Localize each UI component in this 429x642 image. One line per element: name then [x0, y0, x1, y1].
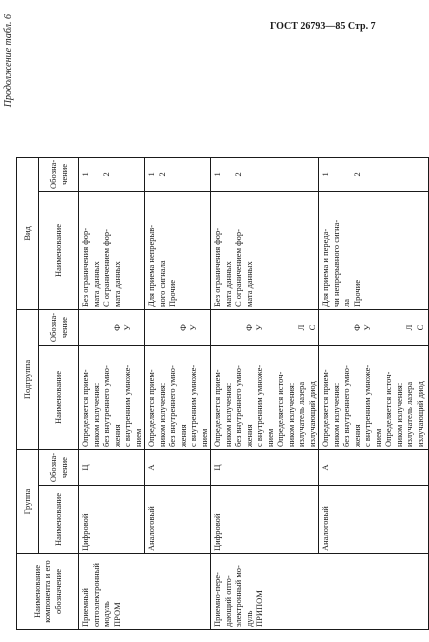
col-kind-name: Наименование — [39, 192, 79, 310]
subgroup-code: Ф У — [79, 310, 145, 346]
col-kind: Вид — [17, 157, 39, 309]
col-subgroup-code: Обозна-чение — [39, 310, 79, 346]
subgroup-name: Определяется прием- ником излучения: без внутреннего умно- жения с внутренним умноже- нием — [145, 346, 211, 450]
kind-code: 1 2 — [145, 157, 211, 191]
kind-name: Без ограничения фор- мата данных С ограничением фор- мата данных — [79, 192, 145, 310]
group-name: Аналоговый — [319, 486, 429, 554]
group-name: Цифровой — [211, 486, 319, 554]
kind-code: 1 2 — [211, 157, 319, 191]
kind-name: Для приема и переда- чи непрерывного сигна- ла Прочие — [319, 192, 429, 310]
group-code: А — [319, 450, 429, 486]
subgroup-name: Определяется прием- ником излучения: без внутреннего умно- жения с внутренним умноже- нием Определяется источ- ником излучения: излучатель лазера излучающий диод — [319, 346, 429, 450]
kind-name: Для приема непрерыв- ного сигнала Прочие — [145, 192, 211, 310]
group-code: Ц — [211, 450, 319, 486]
component-pripom: Приемно-пере- дающий опто- электронный мо- дуль ПРИПОМ — [211, 554, 429, 630]
col-group-code: Обозна-чение — [39, 450, 79, 486]
subgroup-name: Определяется прием- ником излучения: без внутреннего умно- жения с внутренним умноже- нием Определяется источ- ником излучения: излучатель лазера излучающий диод — [211, 346, 319, 450]
col-subgroup-name: Наименование — [39, 346, 79, 450]
col-group: Группа — [17, 450, 39, 554]
kind-name: Без ограничения фор- мата данных С ограничением фор- мата данных — [211, 192, 319, 310]
subgroup-code: Ф У Л С — [211, 310, 319, 346]
group-code: Ц — [79, 450, 145, 486]
group-name: Цифровой — [79, 486, 145, 554]
subgroup-code: Ф У — [145, 310, 211, 346]
classification-table — [16, 157, 429, 630]
kind-code: 1 2 — [79, 157, 145, 191]
col-component: Наименование компонента и его обозначение — [17, 554, 79, 630]
subgroup-name: Определяется прием- ником излучения: без внутреннего умно- жения с внутренним умноже- нием — [79, 346, 145, 450]
component-prom: Приемный оптоэлектронный модуль ПРОМ — [79, 554, 211, 630]
group-code: А — [145, 450, 211, 486]
group-name: Аналоговый — [145, 486, 211, 554]
col-subgroup: Подгруппа — [17, 310, 39, 450]
col-kind-code: Обозна-чение — [39, 157, 79, 191]
page-header: ГОСТ 26793—85 Стр. 7 — [270, 21, 376, 32]
subgroup-code: Ф У Л С — [319, 310, 429, 346]
table-continuation-caption: Продолжение табл. 6 — [3, 14, 14, 108]
kind-code: 1 2 — [319, 157, 429, 191]
col-group-name: Наименование — [39, 486, 79, 554]
